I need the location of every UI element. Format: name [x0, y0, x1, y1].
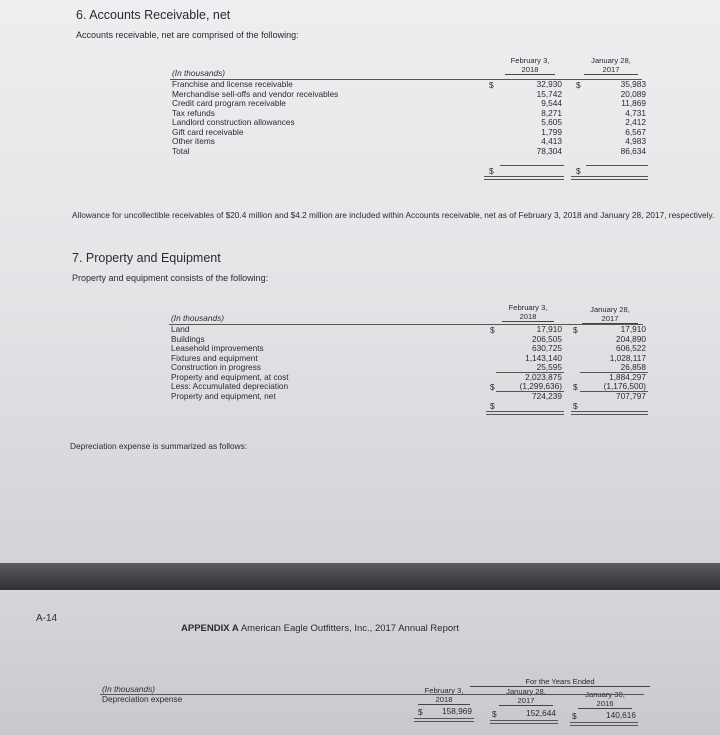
dep-total-double-rule [570, 722, 638, 726]
ppe-row-label: Fixtures and equipment [171, 352, 258, 363]
dep-group-header: For the Years Ended [470, 677, 650, 687]
ppe-value: 17,910 [620, 324, 646, 334]
ppe-col2-header: January 28, 2017 [582, 305, 638, 324]
ar-value: 4,983 [625, 136, 646, 146]
ppe-value: 17,910 [536, 324, 562, 334]
ar-section-title: 6. Accounts Receivable, net [76, 8, 231, 22]
ar-row-label: Total [172, 145, 190, 156]
ar-total-double-rule [571, 176, 648, 180]
currency-symbol: $ [573, 382, 578, 392]
dep-unit-label: (In thousands) [102, 684, 156, 694]
ppe-row-label: Land [171, 324, 190, 334]
ar-col1-header: February 3, 2018 [505, 56, 555, 75]
ar-row-label: Merchandise sell-offs and vendor receivables [172, 88, 339, 99]
ar-row-label: Gift card receivable [172, 126, 244, 137]
ar-value: 9,544 [541, 98, 562, 108]
ar-col2-header: January 28, 2017 [584, 56, 638, 75]
ar-value: 86,634 [620, 145, 646, 156]
ppe-value: 25,595 [536, 362, 562, 372]
ar-row-label: Landlord construction allowances [172, 117, 295, 127]
ar-col2-values [586, 80, 646, 156]
ppe-value: 1,028,117 [609, 352, 646, 363]
ar-value: 2,412 [625, 117, 646, 127]
ppe-value: 26,858 [620, 362, 646, 372]
ar-row-label: Credit card program receivable [172, 98, 286, 108]
report-footer [181, 623, 459, 634]
ar-row-labels [172, 80, 482, 156]
ppe-value: 204,890 [616, 333, 646, 344]
dep-col3-header: January 30, 2016 [578, 690, 632, 709]
ar-value: 78,304 [536, 145, 562, 156]
currency-symbol: $ [489, 166, 494, 176]
ppe-value: 707,797 [616, 390, 646, 401]
page-number: A-14 [36, 613, 58, 624]
ar-value: 11,869 [621, 98, 646, 108]
ppe-subtotal-rule [496, 372, 564, 373]
ar-value: 4,413 [541, 136, 562, 146]
ar-subtotal-rule [500, 165, 564, 166]
ppe-row-label: Property and equipment, at cost [171, 371, 289, 382]
currency-symbol: $ [573, 325, 578, 335]
report-title: American Eagle Outfitters, Inc., 2017 Annual Report [240, 623, 459, 634]
ar-value: 1,799 [541, 126, 562, 137]
depreciation-intro: Depreciation expense is summarized as follows: [70, 441, 248, 451]
ppe-col1-values [496, 325, 562, 401]
ar-value: 4,731 [625, 107, 646, 118]
ppe-value: 2,023,875 [525, 371, 562, 382]
ppe-value: (1,299,636) [519, 381, 562, 391]
dep-col2-header: January 28, 2017 [499, 687, 553, 706]
ppe-total-double-rule [486, 411, 564, 415]
ar-allowance-note: Allowance for uncollectible receivables of $20.4 million and $4.2 million are included within Accounts receivable, net as of February 3, 2018 and January 28, 2017, respectively. [72, 210, 715, 220]
ppe-row-labels [171, 325, 491, 401]
dep-value-2016: 140,616 [606, 710, 636, 720]
currency-symbol: $ [572, 711, 577, 721]
ar-value: 15,742 [536, 88, 562, 99]
ppe-value: (1,176,500) [603, 381, 646, 391]
ppe-row-label: Leasehold improvements [171, 343, 264, 353]
ppe-value: 724,239 [532, 390, 562, 401]
ar-subtotal-rule [586, 165, 648, 166]
currency-symbol: $ [490, 325, 495, 335]
ar-value: 8,271 [541, 107, 562, 118]
ppe-value: 630,725 [532, 343, 562, 353]
ppe-section-title: 7. Property and Equipment [72, 251, 221, 265]
currency-symbol: $ [573, 401, 578, 411]
page-gap-shadow [0, 563, 720, 590]
ppe-value: 606,522 [616, 343, 646, 353]
currency-symbol: $ [492, 709, 497, 719]
ar-row-label: Other items [172, 136, 215, 146]
ar-col1-values [500, 80, 562, 156]
dep-value-2018: 158,969 [442, 706, 472, 716]
ar-row-label: Tax refunds [172, 107, 215, 118]
ppe-value: 1,143,140 [525, 352, 562, 363]
appendix-label: APPENDIX A [181, 623, 239, 634]
currency-symbol: $ [576, 80, 581, 90]
ppe-col2-values [580, 325, 646, 401]
dep-total-double-rule [414, 718, 474, 722]
ar-total-double-rule [484, 176, 564, 180]
ar-value: 35,983 [620, 79, 646, 89]
dep-value-2017: 152,644 [526, 708, 556, 718]
ppe-col1-header: February 3, 2018 [502, 303, 554, 322]
currency-symbol: $ [490, 401, 495, 411]
currency-symbol: $ [418, 707, 423, 717]
ppe-row-label: Property and equipment, net [171, 390, 276, 401]
ar-value: 5,605 [541, 117, 562, 127]
dep-col1-header: February 3, 2018 [418, 686, 470, 705]
ppe-subtotal-rule [580, 372, 648, 373]
ppe-depr-rule [580, 391, 648, 392]
currency-symbol: $ [490, 382, 495, 392]
ppe-section-subtitle: Property and equipment consists of the following: [72, 273, 269, 283]
ppe-value: 206,505 [532, 333, 562, 344]
ppe-value: 1,884,297 [609, 371, 646, 382]
ppe-row-label: Construction in progress [171, 362, 261, 372]
ppe-total-double-rule [571, 411, 648, 415]
ar-value: 32,930 [536, 79, 562, 89]
ar-row-label: Franchise and license receivable [172, 79, 293, 89]
ar-unit-label: (In thousands) [172, 68, 226, 78]
ppe-row-label: Buildings [171, 333, 205, 344]
ar-value: 6,567 [625, 126, 646, 137]
ppe-unit-label: (In thousands) [171, 313, 225, 323]
currency-symbol: $ [489, 80, 494, 90]
document-page-bottom [0, 590, 720, 735]
ar-section-subtitle: Accounts receivable, net are comprised of the following: [76, 30, 299, 40]
ppe-row-label: Less: Accumulated depreciation [171, 381, 289, 391]
ar-value: 20,089 [620, 88, 646, 99]
dep-row-label: Depreciation expense [102, 694, 183, 704]
dep-total-double-rule [490, 720, 558, 724]
ppe-depr-rule [496, 391, 564, 392]
currency-symbol: $ [576, 166, 581, 176]
